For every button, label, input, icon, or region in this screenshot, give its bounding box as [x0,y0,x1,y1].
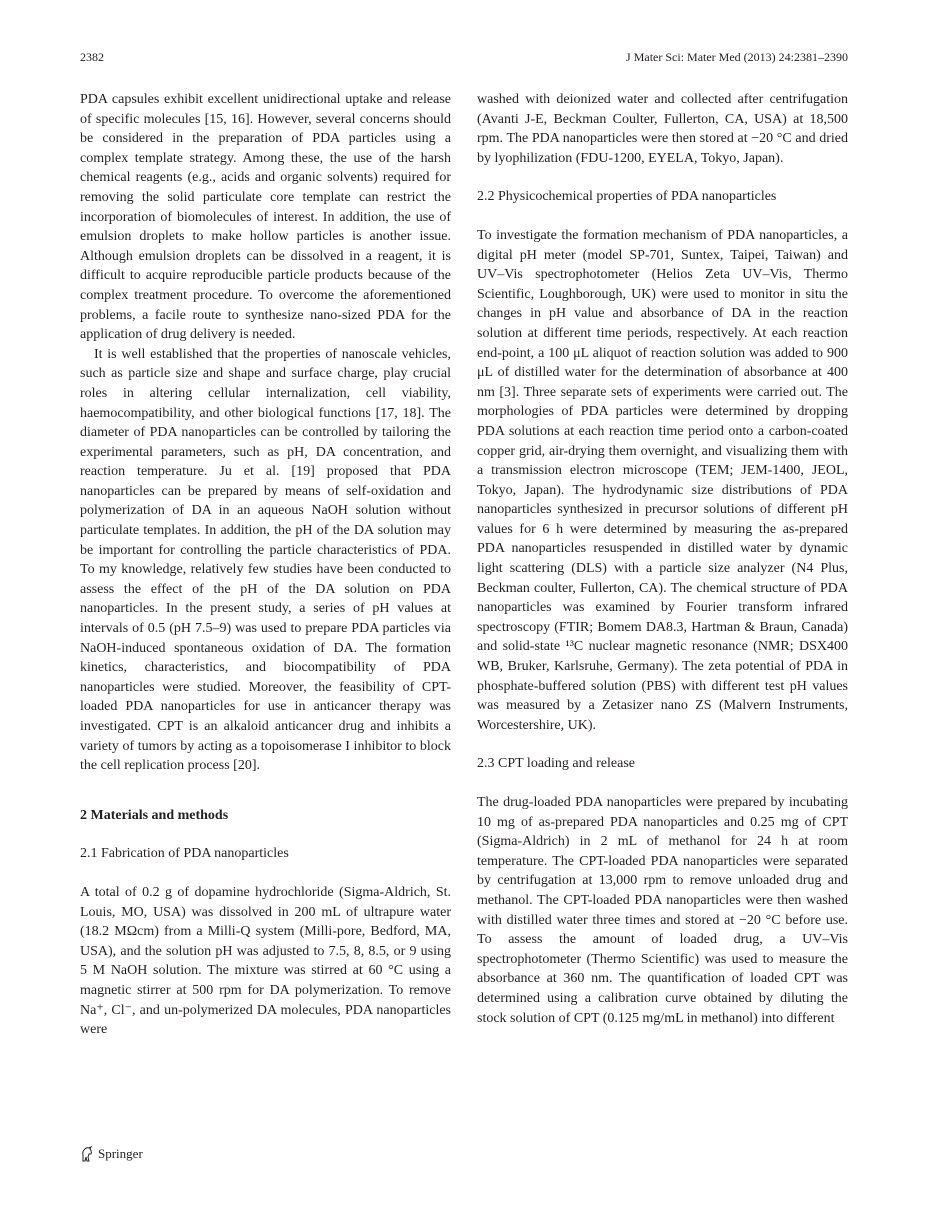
subsection-heading: 2.3 CPT loading and release [477,756,635,772]
paragraph: The drug-loaded PDA nanoparticles were prepared by incubating 10 mg of as-prepared PDA nanoparticles and 0.25 mg of CPT (Sigma-Aldrich) in 2 mL of methanol for 24 h at room temperature. The CPT-loaded PDA nanoparticles were separated by centrifugation at 13,000 rpm to remove unloaded drug and methanol. The CPT-loaded PDA nanoparticles were then washed with distilled water three times and stored at −20 °C before use. To assess the amount of loaded drug, a UV–Vis spectrophotometer (Thermo Scientific) was used to measure the absorbance at 360 nm. The quantification of loaded CPT was determined using a calibration curve obtained by diluting the stock solution of CPT (0.125 mg/mL in methanol) into different [477,795,848,1026]
paragraph: washed with deionized water and collected after centrifugation (Avanti J-E, Beckman Coulter, Fullerton, CA, USA) at 18,500 rpm. The PDA nanoparticles were then stored at −20 °C and dried by lyophilization (FDU-1200, EYELA, Tokyo, Japan). [477,92,848,166]
paragraph: PDA capsules exhibit excellent unidirectional uptake and release of specific molecules [15, 16]. However, several concerns should be considered in the preparation of PDA particles using a complex template strategy. Among these, the use of the harsh chemical reagents (e.g., acids and organic solvents) required for removing the solid particulate core template can restrict the incorporation of biomolecules of interest. In addition, the use of emulsion droplets to make hollow particles is another issue. Although emulsion droplets can be dissolved in a reagent, it is difficult to acquire reproducible particle products because of the complex treatment procedure. To overcome the aforementioned problems, a facile route to synthesize nano-sized PDA for the application of drug delivery is needed. [80,92,451,343]
paragraph: A total of 0.2 g of dopamine hydrochloride (Sigma-Aldrich, St. Louis, MO, USA) was dissolved in 200 mL of ultrapure water (18.2 MΩcm) from a Milli-Q system (Milli-pore, Bedford, MA, USA), and the solution pH was adjusted to 7.5, 8, 8.5, or 9 using 5 M NaOH solution. The mixture was stirred at 60 °C using a magnetic stirrer at 500 rpm for DA polymerization. To remove Na⁺, Cl⁻, and un-polymerized DA molecules, PDA nanoparticles were [80,884,451,1038]
left-column [80,90,451,1040]
publisher-footer [80,1146,143,1162]
right-column [477,90,848,1028]
paragraph: To investigate the formation mechanism of PDA nanoparticles, a digital pH meter (model SP-701, Suntex, Taipei, Taiwan) and UV–Vis spectrophotometer (Helios Zeta UV–Vis, Thermo Scientific, Loughborough, UK) were used to monitor in situ the changes in pH value and absorbance of DA in the reaction solution at different time periods, respectively. At each reaction end-point, a 100 μL aliquot of reaction solution was added to 900 μL of distilled water for the determination of absorbance at 400 nm [3]. Three separate sets of experiments were carried out. The morphologies of PDA particles were determined by dropping PDA solutions at each reaction time period onto a carbon-coated copper grid, air-drying them overnight, and visualizing them with a transmission electron microscope (TEM; JEM-1400, JEOL, Tokyo, Japan). The hydrodynamic size distributions of PDA nanoparticles synthesized in precursor solutions of different pH values for 6 h were determined by measuring the as-prepared PDA nanoparticles resuspended in distilled water by dynamic light scattering (DLS) with a particle size analyzer (N4 Plus, Beckman coulter, Fullerton, CA). The chemical structure of PDA nanoparticles was examined by Fourier transform infrared spectroscopy (FTIR; Bomem DA8.3, Hartman & Braun, Canada) and solid-state ¹³C nuclear magnetic resonance (NMR; DSX400 WB, Bruker, Karlsruhe, Germany). The zeta potential of PDA in phosphate-buffered solution (PBS) with different test pH values was measured by a Zetasizer nano ZS (Malvern Instruments, Worcestershire, UK). [477,227,848,733]
subsection-heading: 2.1 Fabrication of PDA nanoparticles [80,846,289,862]
running-header [80,50,848,70]
paragraph: It is well established that the properties of nanoscale vehicles, such as particle size and shape and surface charge, play crucial roles in altering cellular internalization, cell viability, haemocompatibility, and other biological functions [17, 18]. The diameter of PDA nanoparticles can be controlled by tailoring the experimental parameters, such as pH, DA concentration, and reaction temperature. Ju et al. [19] proposed that PDA nanoparticles can be prepared by means of self-oxidation and polymerization of DA in an aqueous NaOH solution without particulate templates. In addition, the pH of the DA solution may be important for controlling the particle characteristics of PDA. To my knowledge, relatively few studies have been conducted to assess the effect of the pH of the DA solution on PDA nanoparticles. In the present study, a series of pH values at intervals of 0.5 (pH 7.5–9) was used to prepare PDA particles via NaOH-induced spontaneous oxidation of DA. The formation kinetics, characteristics, and biocompatibility of PDA nanoparticles were studied. Moreover, the feasibility of CPT-loaded PDA nanoparticles for use in anticancer therapy was investigated. CPT is an alkaloid anticancer drug and inhibits a variety of tumors by acting as a topoisomerase I inhibitor to block the cell replication process [20]. [80,346,451,774]
page-number: 2382 [80,50,104,64]
subsection-heading: 2.2 Physicochemical properties of PDA nanoparticles [477,189,777,205]
section-heading: 2 Materials and methods [80,807,229,823]
springer-horse-icon [80,1146,94,1162]
publisher-name: Springer [98,1146,143,1161]
journal-citation: J Mater Sci: Mater Med (2013) 24:2381–2390 [626,50,848,64]
